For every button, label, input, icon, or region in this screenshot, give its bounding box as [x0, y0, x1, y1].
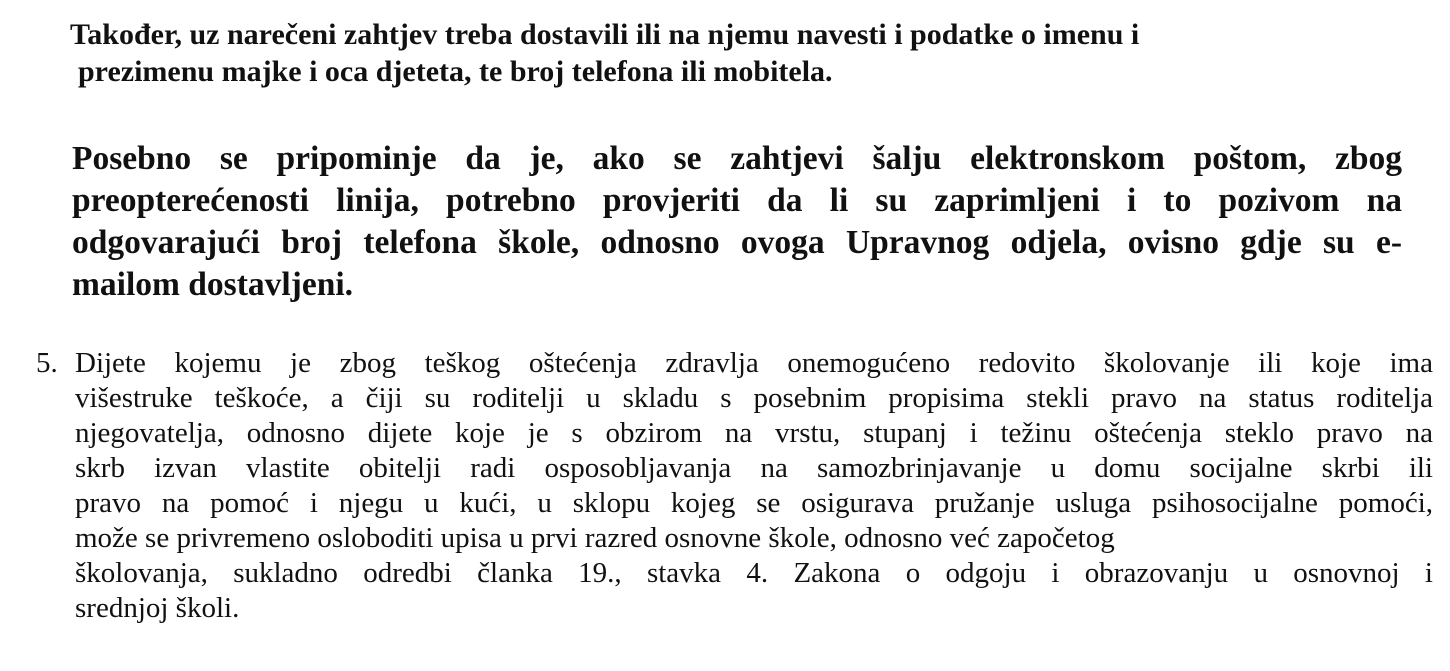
text-line: mailom dostavljeni.	[72, 266, 354, 303]
text-line: Posebno se pripominje da je, ako se zahtjevi šalju elektronskom poštom, zbog	[72, 140, 1402, 177]
text-line: školovanja, sukladno odredbi članka 19., stavka 4. Zakona o odgoju i obrazovanju u osnovnoj i	[75, 557, 1433, 589]
item-number: 5.	[36, 347, 58, 379]
text-line: Dijete kojemu je zbog teškog oštećenja zdravlja onemogućeno redovito školovanje ili koje ima	[75, 347, 1433, 379]
item-body	[75, 346, 1433, 626]
text-line: preopterećenosti linija, potrebno provjeriti da li su zaprimljeni i to pozivom na	[72, 182, 1402, 219]
text-line: prezimenu majke i oca djeteta, te broj telefona ili mobitela.	[78, 55, 833, 88]
notice-paragraph-contact-info	[70, 16, 1390, 90]
text-line: Također, uz narečeni zahtjev treba dostavili ili na njemu navesti i podatke o imenu i	[70, 18, 1140, 51]
text-line: višestruke teškoće, a čiji su roditelji u skladu s posebnim propisima stekli pravo na status roditelja	[75, 382, 1433, 414]
text-line: odgovarajući broj telefona škole, odnosno ovoga Upravnog odjela, ovisno gdje su e-	[72, 224, 1402, 261]
text-line: srednjoj školi.	[75, 592, 240, 624]
text-line: može se privremeno osloboditi upisa u prvi razred osnovne škole, odnosno već započetog	[75, 522, 1115, 554]
text-line: njegovatelja, odnosno dijete koje je s obzirom na vrstu, stupanj i težinu oštećenja steklo pravo na	[75, 417, 1433, 449]
text-line: skrb izvan vlastite obitelji radi osposobljavanja na samozbrinjavanje u domu socijalne skrbi ili	[75, 452, 1433, 484]
text-line: pravo na pomoć i njegu u kući, u sklopu kojeg se osigurava pružanje usluga psihosocijalne pomoći,	[75, 487, 1433, 519]
notice-paragraph-email-confirmation	[72, 138, 1402, 306]
